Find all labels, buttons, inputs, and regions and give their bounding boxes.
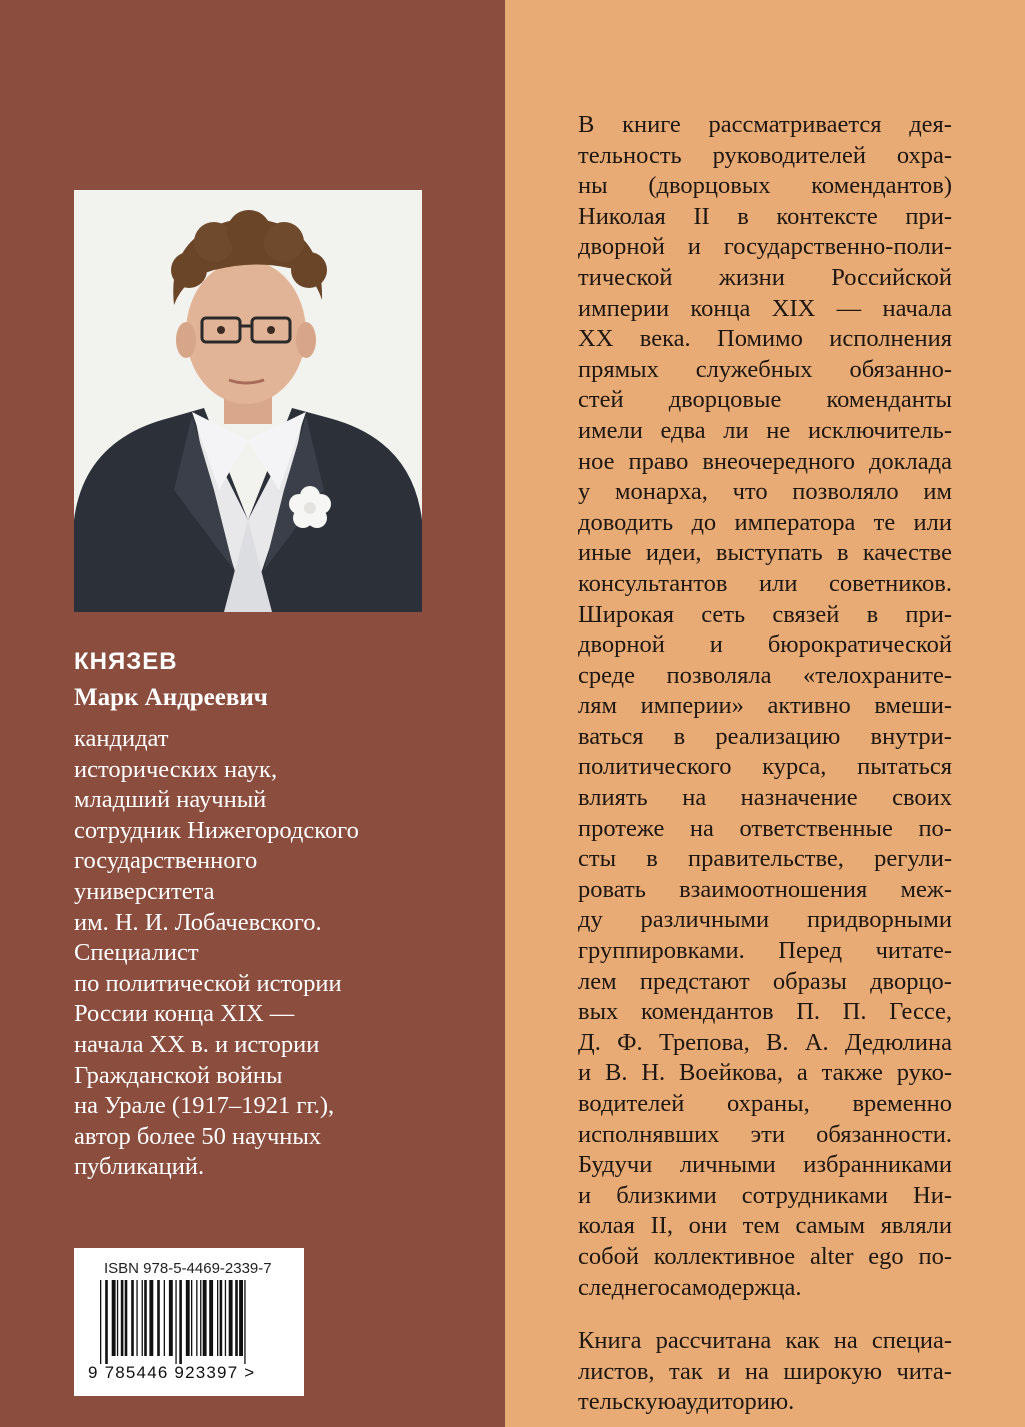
annotation-paragraph2 <box>578 1326 952 1418</box>
annotation-line: группировками. Перед читате- <box>578 937 952 965</box>
annotation-line: собой коллективное alter ego по- <box>578 1242 952 1270</box>
annotation-line: дворной и государственно-поли- <box>578 233 952 261</box>
annotation-line: Книга рассчитана как на специа- <box>578 1327 952 1355</box>
annotation-line: Широкая сеть связей в при- <box>578 600 952 628</box>
annotation-line: ное право внеочередного доклада <box>578 447 952 475</box>
barcode-bar <box>131 1280 134 1356</box>
isbn-label: ISBN 978-5-4469-2339-7 <box>104 1260 272 1277</box>
annotation-line: протеже на ответственные по- <box>578 814 952 842</box>
barcode-bar <box>157 1280 160 1356</box>
barcode-bar <box>169 1280 173 1356</box>
author-bio-line: сотрудник Нижегородского <box>74 816 359 844</box>
author-bio-line: университета <box>74 877 215 905</box>
barcode-digits: 9 785446 923397 > <box>88 1363 256 1382</box>
annotation-line: влиять на назначение своих <box>578 784 952 812</box>
annotation-line: тельность руководителей охра- <box>578 141 952 169</box>
barcode-bar <box>191 1280 192 1356</box>
annotation-line: тельскую аудиторию. <box>578 1388 795 1416</box>
author-bio-line: по политической истории <box>74 969 342 997</box>
annotation-line: доводить до императора те или <box>578 508 952 536</box>
isbn-barcode <box>74 1248 304 1396</box>
barcode-bar <box>105 1280 108 1364</box>
barcode-bar <box>235 1280 238 1356</box>
annotation-line: прямых служебных обязанно- <box>578 355 952 383</box>
annotation-line: листов, так и на широкую чита- <box>578 1357 952 1385</box>
barcode-bar <box>179 1280 182 1364</box>
barcode-bar <box>100 1280 101 1364</box>
annotation-line: ны (дворцовых комендантов) <box>578 172 952 200</box>
annotation-line: водителей охраны, временно <box>578 1090 952 1117</box>
barcode-bar <box>142 1280 143 1356</box>
author-given-names: Марк Андреевич <box>74 684 268 711</box>
author-bio-line: им. Н. И. Лобачевского. <box>74 908 322 936</box>
barcode-bar <box>244 1280 245 1364</box>
annotation-line: сты в правительстве, регули- <box>578 845 952 873</box>
annotation-line: колая II, они тем самым являли <box>578 1212 952 1240</box>
annotation-line: лем предстают образы дворцо- <box>578 967 952 995</box>
annotation-line: следнего самодержца. <box>578 1273 802 1301</box>
barcode-bar <box>144 1280 147 1356</box>
barcode-bar <box>239 1280 243 1356</box>
annotation-line: ду различными придворными <box>578 906 952 934</box>
annotation-line: лям империи» активно вмеши- <box>578 692 952 720</box>
author-bio <box>74 724 359 1183</box>
barcode-bar <box>229 1280 233 1356</box>
annotation-line: Николая II в контексте при- <box>578 202 952 230</box>
annotation-line: ваться в реализацию внутри- <box>578 722 952 750</box>
barcode-bar <box>149 1280 153 1356</box>
barcode-bar <box>186 1280 190 1356</box>
paragraph-gap <box>578 1303 952 1326</box>
barcode-bar <box>121 1280 124 1356</box>
barcode-bar <box>117 1280 118 1356</box>
barcode-bar <box>200 1280 201 1356</box>
annotation-line: Будучи личными избранниками <box>578 1151 952 1179</box>
annotation-line: консультантов или советников. <box>578 569 952 597</box>
annotation-line: стей дворцовые коменданты <box>578 386 952 414</box>
annotation-line: XX века. Помимо исполнения <box>578 325 952 353</box>
author-photo <box>74 190 422 612</box>
annotation-line: тической жизни Российской <box>578 263 952 291</box>
annotation-line: вых комендантов П. П. Гессе, <box>578 998 952 1026</box>
author-bio-line: публикаций. <box>74 1153 205 1181</box>
annotation-line: политического курса, пытаться <box>578 753 952 781</box>
author-portrait-illustration <box>74 190 422 612</box>
author-surname: КНЯЗЕВ <box>74 648 178 675</box>
author-bio-line: кандидат <box>74 725 169 752</box>
author-bio-line: Специалист <box>74 939 199 967</box>
author-bio-line: начала XX в. и истории <box>74 1030 320 1058</box>
author-bio-line: младший научный <box>74 786 267 814</box>
annotation-line: и близкими сотрудниками Ни- <box>578 1181 952 1209</box>
annotation-line: дворной и бюрократической <box>578 631 952 659</box>
annotation-line: Д. Ф. Трепова, В. А. Дедюлина <box>578 1028 952 1056</box>
annotation-line: В книге рассматривается дея- <box>578 111 952 138</box>
author-bio-line: автор более 50 научных <box>74 1122 322 1150</box>
book-annotation <box>578 110 952 1418</box>
barcode-bar <box>203 1280 207 1356</box>
barcode-bar <box>217 1280 218 1356</box>
barcode-bar <box>209 1280 213 1356</box>
barcode-bars <box>96 1280 286 1364</box>
barcode-bar <box>136 1280 137 1356</box>
annotation-line: иные идеи, выступать в качестве <box>578 539 952 567</box>
barcode-bar <box>225 1280 226 1356</box>
annotation-paragraph1 <box>578 110 952 1303</box>
annotation-line: и В. Н. Воейкова, а также руко- <box>578 1059 952 1087</box>
annotation-line: ровать взаимоотношения меж- <box>578 875 952 903</box>
annotation-line: у монарха, что позволяло им <box>578 478 952 506</box>
author-bio-line: России конца XIX — <box>74 1000 295 1028</box>
annotation-line: среде позволяла «телохраните- <box>578 661 952 689</box>
author-bio-line: на Урале (1917–1921 гг.), <box>74 1092 335 1120</box>
barcode-bar <box>164 1280 165 1356</box>
barcode-bar <box>125 1280 128 1356</box>
annotation-line: исполнявших эти обязанности. <box>578 1120 952 1148</box>
annotation-line: империи конца XIX — начала <box>578 294 952 322</box>
author-bio-line: исторических наук, <box>74 755 278 783</box>
barcode-bar <box>220 1280 223 1356</box>
barcode-bar <box>112 1280 116 1356</box>
barcode-bar <box>196 1280 197 1356</box>
author-bio-line: государственного <box>74 847 258 875</box>
author-bio-line: Гражданской войны <box>74 1061 283 1089</box>
barcode-bar <box>175 1280 176 1364</box>
annotation-line: имели едва ли не исключитель- <box>578 416 952 444</box>
